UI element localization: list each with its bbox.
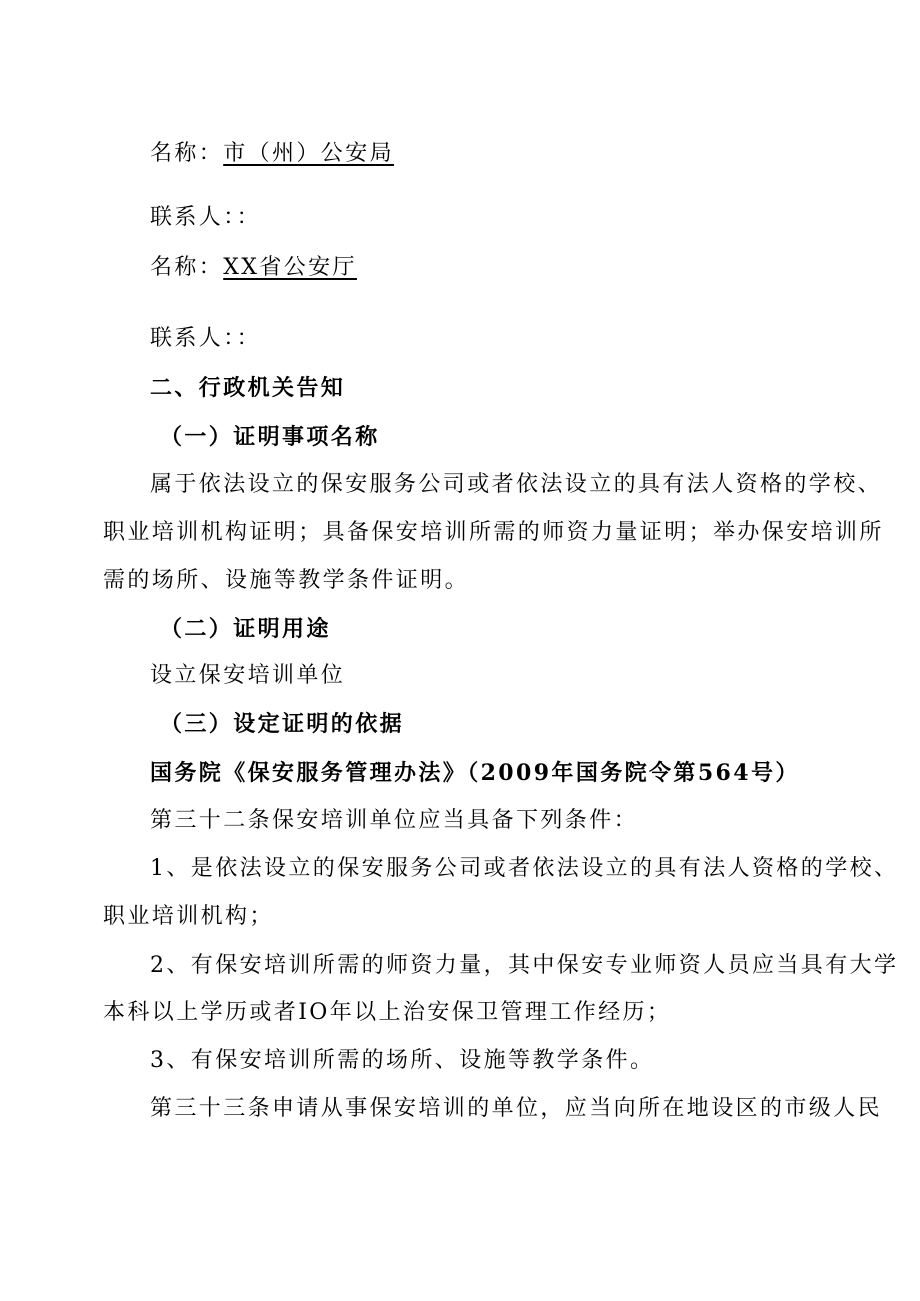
subsection-heading-2: （二）证明用途 [160,616,331,642]
list-item: 3、有保安培训所需的场所、设施等教学条件。 [150,1048,655,1073]
field-label: 名称： [150,255,224,280]
subsection-heading-3: （三）设定证明的依据 [160,711,405,737]
paragraph-line: 需的场所、设施等教学条件证明。 [103,568,470,593]
paragraph-line: 设立保安培训单位 [150,663,346,688]
paragraph-line: 职业培训机构证明；具备保安培训所需的师资力量证明；举办保安培训所 [103,520,884,545]
contact-name-city [150,139,394,169]
section-heading-2: 二、行政机关告知 [150,375,346,401]
legal-basis-title: 国务院《保安服务管理办法》（2009年国务院令第564号） [150,760,800,786]
list-item: 2、有保安培训所需的师资力量，其中保安专业师资人员应当具有大学 [150,953,899,978]
paragraph-line: 属于依法设立的保安服务公司或者依法设立的具有法人资格的学校、 [150,472,883,497]
list-item-continuation: 本科以上学历或者IO年以上治安保卫管理工作经历； [103,1000,672,1025]
field-label: 名称： [150,141,224,166]
field-value-underlined: XX省公安厅 [223,255,357,280]
contact-person-city: 联系人：： [150,205,262,230]
list-item-continuation: 职业培训机构； [103,904,274,929]
article-line: 第三十三条申请从事保安培训的单位，应当向所在地设区的市级人民 [150,1096,883,1121]
list-item: 1、是依法设立的保安服务公司或者依法设立的具有法人资格的学校、 [150,856,899,881]
contact-name-province [150,253,357,283]
contact-person-province: 联系人：： [150,326,262,351]
article-line: 第三十二条保安培训单位应当具备下列条件： [150,808,639,833]
subsection-heading-1: （一）证明事项名称 [160,424,380,450]
field-value-underlined: 市（州）公安局 [223,141,395,166]
